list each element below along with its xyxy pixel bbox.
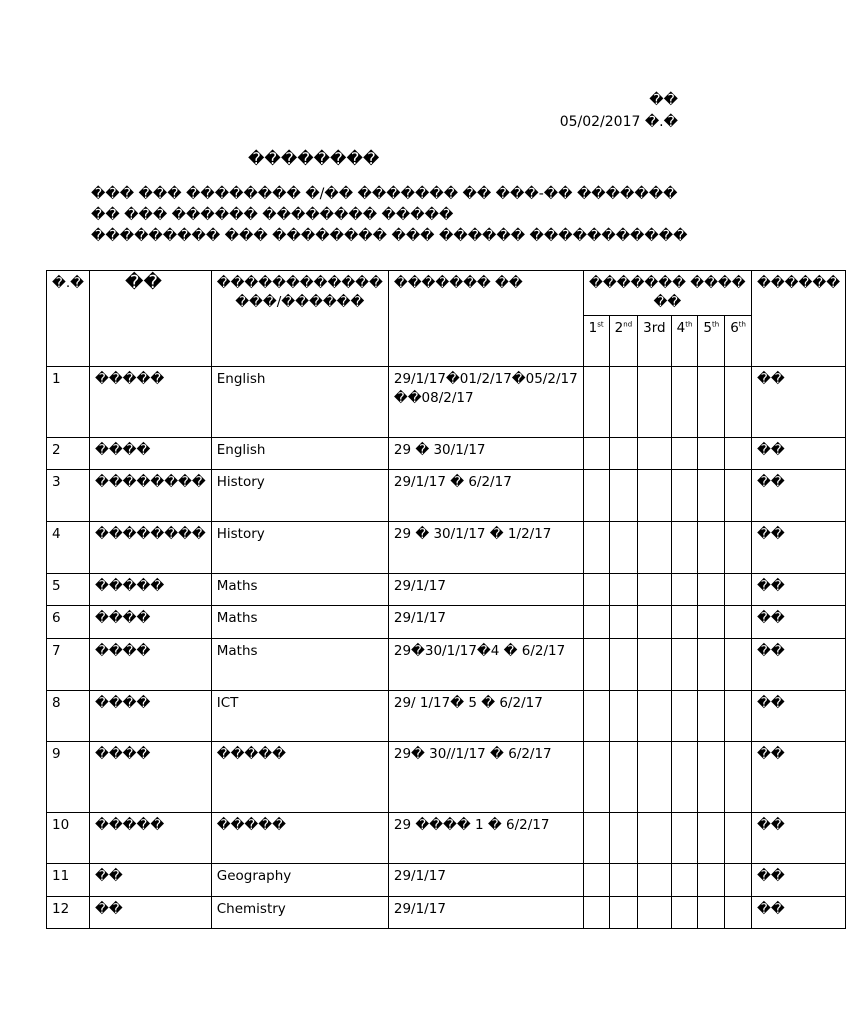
table-row [47,864,846,897]
sub-header-5 [698,316,725,367]
remarks-cell: �� [751,864,845,897]
group-cell-2 [609,438,637,470]
serial-cell: 5 [47,574,90,606]
group-cell-4 [671,691,698,742]
group-cell-1 [583,522,609,574]
group-cell-1 [583,606,609,639]
group-cell-6 [725,574,752,606]
group-cell-6 [725,470,752,522]
header-date: ������� �� [388,271,583,367]
remarks-cell: �� [751,742,845,813]
subject-cell: Maths [211,574,388,606]
table-row [47,813,846,864]
serial-cell: 8 [47,691,90,742]
sub-header-base: 4 [676,320,686,336]
sub-header-base: 5 [703,320,713,336]
sub-header-base: 3rd [643,320,666,336]
group-cell-1 [583,574,609,606]
group-cell-4 [671,438,698,470]
sub-header-suffix: th [738,320,746,329]
remarks-cell: �� [751,639,845,691]
remarks-cell: �� [751,691,845,742]
group-cell-5 [698,606,725,639]
serial-cell: 12 [47,897,90,929]
group-cell-2 [609,470,637,522]
group-cell-1 [583,813,609,864]
table-row [47,438,846,470]
group-cell-6 [725,897,752,929]
group-cell-5 [698,639,725,691]
header-subject: ������������ ���/������ [211,271,388,367]
header-serial: �.� [47,271,90,367]
remarks-cell: �� [751,438,845,470]
date-cell: 29/1/17�01/2/17�05/2/17 ��08/2/17 [388,367,583,438]
group-cell-3 [638,606,671,639]
group-cell-4 [671,639,698,691]
group-cell-4 [671,897,698,929]
intro-paragraph [91,184,691,247]
group-cell-1 [583,691,609,742]
group-cell-6 [725,606,752,639]
name-cell: ����� [89,574,211,606]
remarks-cell: �� [751,367,845,438]
subject-cell: ICT [211,691,388,742]
intro-line-2: ��������� ��� �������� ��� ������ ����������� [91,228,688,244]
group-cell-6 [725,639,752,691]
header-remarks: ������ [751,271,845,367]
sub-header-base: 6 [730,320,739,336]
remarks-cell: �� [751,574,845,606]
table-row [47,522,846,574]
document-title: �������� [248,149,380,168]
group-cell-6 [725,691,752,742]
group-cell-1 [583,897,609,929]
sub-header-suffix: st [597,320,604,329]
group-cell-1 [583,438,609,470]
sub-header-1 [583,316,609,367]
sub-header-2 [609,316,637,367]
remarks-cell: �� [751,897,845,929]
group-cell-1 [583,367,609,438]
header-line-1: �� [649,92,678,108]
header-group: ������� ���� �� [583,271,751,316]
table-row [47,639,846,691]
group-cell-3 [638,897,671,929]
group-cell-1 [583,864,609,897]
group-cell-4 [671,813,698,864]
table-row [47,742,846,813]
name-cell: ���� [89,438,211,470]
serial-cell: 11 [47,864,90,897]
group-cell-2 [609,691,637,742]
serial-cell: 4 [47,522,90,574]
serial-cell: 9 [47,742,90,813]
group-cell-6 [725,438,752,470]
group-cell-2 [609,742,637,813]
table-row [47,606,846,639]
group-cell-5 [698,897,725,929]
date-cell: 29/ 1/17� 5 � 6/2/17 [388,691,583,742]
group-cell-2 [609,897,637,929]
group-cell-4 [671,522,698,574]
group-cell-5 [698,522,725,574]
subject-cell: English [211,367,388,438]
name-cell: ���� [89,606,211,639]
subject-cell: ����� [211,813,388,864]
sub-header-6 [725,316,752,367]
group-cell-6 [725,522,752,574]
group-cell-2 [609,522,637,574]
group-cell-3 [638,438,671,470]
header-name: �� [89,271,211,367]
name-cell: ���� [89,691,211,742]
group-cell-6 [725,864,752,897]
subject-cell: English [211,438,388,470]
sub-header-4 [671,316,698,367]
subject-cell: ����� [211,742,388,813]
remarks-cell: �� [751,606,845,639]
group-cell-3 [638,470,671,522]
date-cell: 29 � 30/1/17 [388,438,583,470]
date-cell: 29/1/17 � 6/2/17 [388,470,583,522]
group-cell-5 [698,742,725,813]
group-cell-3 [638,742,671,813]
date-cell: 29/1/17 [388,606,583,639]
date-cell: 29� 30//1/17 � 6/2/17 [388,742,583,813]
group-cell-2 [609,864,637,897]
table-row [47,470,846,522]
group-cell-5 [698,813,725,864]
group-cell-6 [725,367,752,438]
group-cell-2 [609,367,637,438]
intro-line-1: ��� ��� �������� �/�� ������� �� ���-�� ������� �� ��� ������ �������� ����� [91,186,678,223]
group-cell-5 [698,470,725,522]
name-cell: �������� [89,522,211,574]
group-cell-2 [609,813,637,864]
group-cell-2 [609,574,637,606]
group-cell-1 [583,470,609,522]
subject-cell: Maths [211,606,388,639]
subject-cell: Chemistry [211,897,388,929]
serial-cell: 6 [47,606,90,639]
remarks-cell: �� [751,522,845,574]
group-cell-5 [698,864,725,897]
group-cell-3 [638,574,671,606]
table-row [47,691,846,742]
sub-header-suffix: th [685,320,693,329]
serial-cell: 7 [47,639,90,691]
table-row [47,897,846,929]
sub-header-3 [638,316,671,367]
group-cell-4 [671,864,698,897]
table-row [47,367,846,438]
group-cell-1 [583,639,609,691]
subject-cell: History [211,470,388,522]
date-cell: 29 ���� 1 � 6/2/17 [388,813,583,864]
name-cell: �� [89,864,211,897]
group-cell-4 [671,470,698,522]
date-cell: 29�30/1/17�4 � 6/2/17 [388,639,583,691]
group-cell-5 [698,691,725,742]
subject-cell: Geography [211,864,388,897]
group-cell-4 [671,574,698,606]
remarks-cell: �� [751,813,845,864]
attendance-table [46,270,846,929]
date-cell: 29/1/17 [388,864,583,897]
group-cell-3 [638,813,671,864]
group-cell-2 [609,639,637,691]
serial-cell: 10 [47,813,90,864]
header-date: 05/02/2017 �.� [559,114,678,130]
sub-header-base: 2 [614,320,624,336]
name-cell: ���� [89,742,211,813]
name-cell: ����� [89,367,211,438]
name-cell: �������� [89,470,211,522]
date-cell: 29/1/17 [388,897,583,929]
name-cell: ����� [89,813,211,864]
group-cell-3 [638,691,671,742]
group-cell-3 [638,367,671,438]
sub-header-base: 1 [588,320,598,336]
subject-cell: History [211,522,388,574]
group-cell-1 [583,742,609,813]
group-cell-6 [725,742,752,813]
group-cell-5 [698,438,725,470]
group-cell-2 [609,606,637,639]
date-cell: 29/1/17 [388,574,583,606]
name-cell: �� [89,897,211,929]
sub-header-suffix: nd [623,320,633,329]
group-cell-4 [671,367,698,438]
group-cell-4 [671,606,698,639]
table-row [47,574,846,606]
remarks-cell: �� [751,470,845,522]
serial-cell: 1 [47,367,90,438]
serial-cell: 2 [47,438,90,470]
group-cell-6 [725,813,752,864]
date-cell: 29 � 30/1/17 � 1/2/17 [388,522,583,574]
name-cell: ���� [89,639,211,691]
group-cell-3 [638,639,671,691]
table-body [47,367,846,929]
subject-cell: Maths [211,639,388,691]
group-cell-3 [638,864,671,897]
group-cell-3 [638,522,671,574]
group-cell-5 [698,367,725,438]
group-cell-5 [698,574,725,606]
sub-header-suffix: th [712,320,720,329]
group-cell-4 [671,742,698,813]
serial-cell: 3 [47,470,90,522]
